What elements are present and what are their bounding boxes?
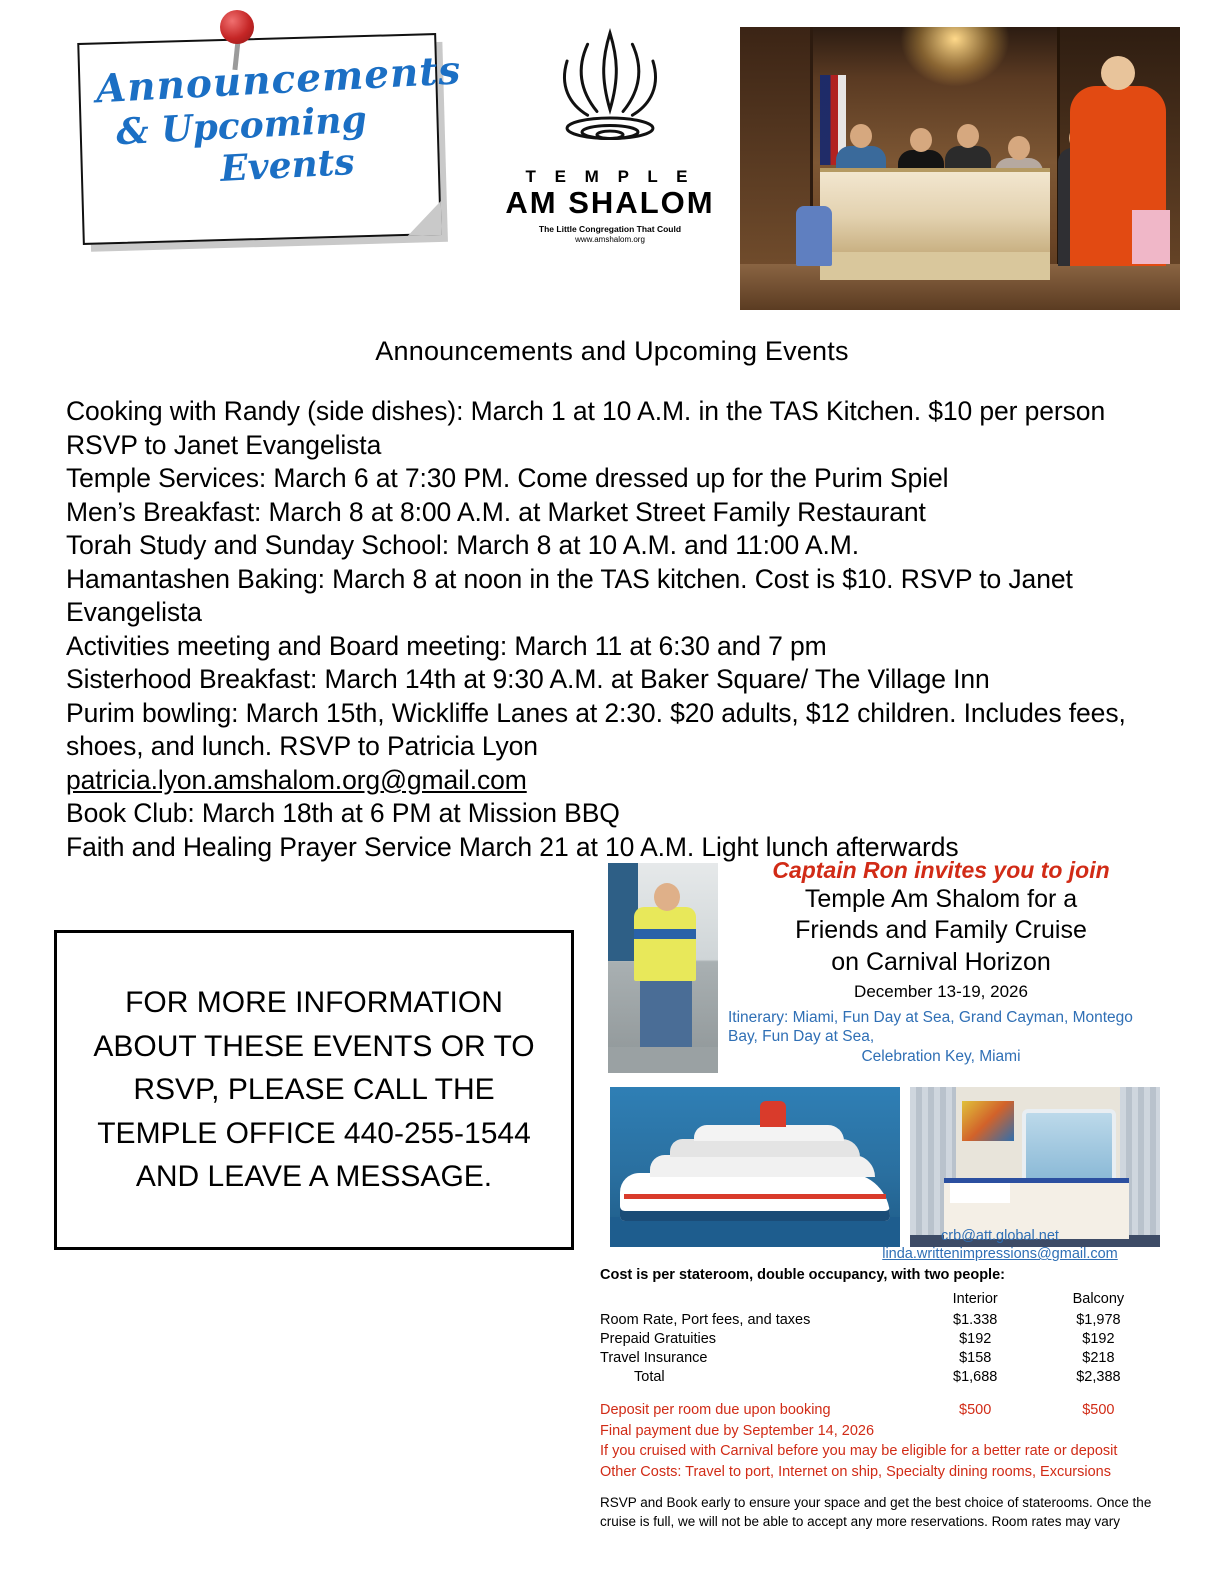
price-table-row [600,1329,1160,1348]
deposit-interior: $500 [959,1402,992,1418]
announcement-item: Sisterhood Breakfast: March 14th at 9:30 A.M. at Baker Square/ The Village Inn [66,664,990,695]
announcement-item: Activities meeting and Board meeting: March 11 at 6:30 and 7 pm [66,630,827,661]
price-table-header-row [600,1291,1160,1310]
cruise-price-notes [600,1400,1160,1482]
price-col-blank [600,1291,914,1310]
pink-bag [1132,210,1170,264]
announcement-item: Men’s Breakfast: March 8 at 8:00 A.M. at Market Street Family Restaurant [66,496,926,527]
price-row-label: Prepaid Gratuities [600,1330,717,1347]
note-line-1: Announcements [94,47,463,113]
cruise-dates: December 13-19, 2026 [854,981,1028,1001]
header-photo [740,27,1180,310]
chandelier-light [900,27,1010,87]
price-row-balcony: $192 [1082,1330,1115,1347]
cruise-email-1[interactable]: crb@att.global.net [941,1228,1059,1244]
announcement-item: Purim bowling: March 15th, Wickliffe Lanes at 2:30. $20 adults, $12 children. Includes fees, shoes, and lunch. RSVP to Patricia Lyon [66,697,1133,762]
cruise-heading-block [726,857,1156,1066]
cruise-note: If you cruised with Carnival before you may be eligible for a better rate or deposit [600,1443,1118,1460]
cruise-contact-emails [850,1227,1150,1263]
price-total-label: Total [634,1368,665,1385]
announcements-list [66,395,1164,864]
price-table-row [600,1310,1160,1329]
cruise-invite-line: Captain Ron invites you to join [772,857,1110,883]
price-table-total-row [600,1367,1160,1386]
price-total-interior: $1,688 [953,1368,998,1385]
cruise-ship-photo [610,1087,900,1247]
price-row-interior: $158 [959,1349,992,1366]
stateroom-photo [910,1087,1160,1247]
price-row-balcony: $1,978 [1076,1311,1121,1328]
cruise-line-1: Temple Am Shalom for a [804,885,1078,913]
cruise-email-2[interactable]: linda.writtenimpressions@gmail.com [882,1246,1118,1263]
note-line-2: & Upcoming [115,98,368,154]
rsvp-email-link[interactable]: patricia.lyon.amshalom.org@gmail.com [66,764,527,795]
page-header [0,0,1224,310]
announcements-note-graphic [70,10,463,250]
deposit-balcony: $500 [1082,1402,1115,1418]
cruise-price-table [600,1267,1160,1531]
announcement-item: Book Club: March 18th at 6 PM at Mission BBQ [66,798,620,829]
cruise-photos [610,1087,1160,1247]
price-table-row [600,1348,1160,1367]
note-text [94,47,463,198]
pushpin-icon [220,10,254,44]
announcement-item: Torah Study and Sunday School: March 8 at 10 A.M. and 11:00 A.M. [66,530,860,561]
logo-tagline: The Little Congregation That Could [538,224,682,234]
more-information-text: FOR MORE INFORMATION ABOUT THESE EVENTS OR TO RSVP, PLEASE CALL THE TEMPLE OFFICE 440-255-1544 AND LEAVE A MESSAGE. [93,986,535,1194]
price-col-balcony: Balcony [1072,1291,1125,1307]
logo-name: AM SHALOM [505,185,715,220]
deposit-row [600,1400,1160,1421]
cruise-itinerary [726,1008,1156,1066]
cruise-note: Other Costs: Travel to port, Internet on ship, Specialty dining rooms, Excursions [600,1463,1111,1480]
flower-vase [796,206,832,266]
cruise-line-3: on Carnival Horizon [831,947,1051,976]
price-row-interior: $192 [959,1330,992,1347]
captain-ron-photo [608,863,718,1073]
more-information-box [54,930,574,1250]
flame-icon [530,20,690,160]
bimah-table [820,168,1050,252]
announcement-item: Hamantashen Baking: March 8 at noon in the TAS kitchen. Cost is $10. RSVP to Janet Evangelista [66,563,1080,628]
price-row-interior: $1.338 [953,1311,998,1328]
cruise-line-2: Friends and Family Cruise [795,916,1087,945]
note-line-3: Events [219,141,356,191]
page-title: Announcements and Upcoming Events [375,336,849,366]
announcement-item: Faith and Healing Prayer Service March 21 at 10 A.M. Light lunch afterwards [66,831,959,862]
price-row-label: Room Rate, Port fees, and taxes [600,1311,811,1328]
cruise-note: Final payment due by September 14, 2026 [600,1422,875,1439]
price-total-balcony: $2,388 [1076,1368,1121,1385]
temple-am-shalom-logo [505,20,715,244]
cruise-flyer [600,855,1160,1555]
cruise-itinerary-text: Itinerary: Miami, Fun Day at Sea, Grand Cayman, Montego Bay, Fun Day at Sea, [728,1008,1133,1046]
announcement-item: Temple Services: March 6 at 7:30 PM. Come dressed up for the Purim Spiel [66,463,949,494]
logo-temple-word: T E M P L E [525,167,695,186]
price-row-balcony: $218 [1082,1349,1115,1366]
cruise-footer-note: RSVP and Book early to ensure your space and get the best choice of staterooms. Once the cruise is full, we will not be able to accept any more reservations. Room rates may vary [600,1495,1152,1529]
announcement-item: Cooking with Randy (side dishes): March 1 at 10 A.M. in the TAS Kitchen. $10 per person RSVP to Janet Evangelista [66,396,1113,460]
price-table-title: Cost is per stateroom, double occupancy, with two people: [600,1267,1005,1283]
cruise-header [600,855,1160,1075]
price-row-label: Travel Insurance [600,1349,708,1366]
price-col-interior: Interior [952,1291,998,1307]
deposit-label: Deposit per room due upon booking [600,1402,831,1418]
cruise-itinerary-last: Celebration Key, Miami [861,1047,1021,1065]
logo-url: www.amshalom.org [575,235,645,244]
